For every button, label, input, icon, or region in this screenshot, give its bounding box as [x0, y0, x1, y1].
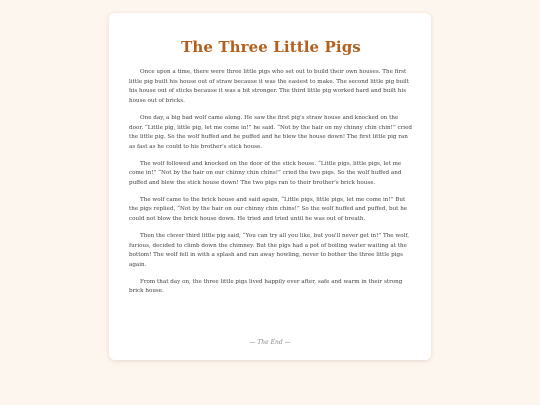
story-paragraph-6: From that day on, the three little pigs lived happily ever after, safe and warm in their strong brick house. [129, 278, 403, 295]
story-card [109, 13, 431, 360]
story-paragraph-3: The wolf followed and knocked on the door of the stick house. “Little pigs, little pigs, let me come in!” “Not by the hair on our chinny chin chins!” cried the two pigs. So the wolf huffed and puffed and blew the stick house down! The two pigs ran to their brother's brick house. [129, 160, 402, 187]
story-paragraph-5: Then the clever third little pig said, “You can try all you like, but you'll never get in!” The wolf, furious, decided to climb down the chimney. But the pigs had a pot of boiling water waiting at the bottom! The wolf fell in with a splash and ran away howling, never to bother the three little pigs again. [129, 232, 409, 268]
story-paragraph-2: One day, a big bad wolf came along. He saw the first pig's straw house and knocked on the door. “Little pig, little pig, let me come in!” he said. “Not by the hair on my chinny chin chin!” cried the little pig. So the wolf huffed and he puffed and he blew the house down! The first little pig ran as fast as he could to his brother's stick house. [129, 114, 412, 150]
story-title: The Three Little Pigs [181, 38, 361, 56]
story-paragraph-4: The wolf came to the brick house and said again, “Little pigs, little pigs, let me come in!” But the pigs replied, “Not by the hair on our chinny chin chins!” So the wolf huffed and puffed, but he could not blow the brick house down. He tried and tried until he was out of breath. [129, 196, 408, 223]
story-paragraph-1: Once upon a time, there were three little pigs who set out to build their own houses. The first little pig built his house out of straw because it was the easiest to make. The second little pig built his house out of sticks because it was a bit stronger. The third little pig worked hard and built his house out of bricks. [129, 69, 409, 105]
story-ending: — The End — [249, 339, 291, 346]
